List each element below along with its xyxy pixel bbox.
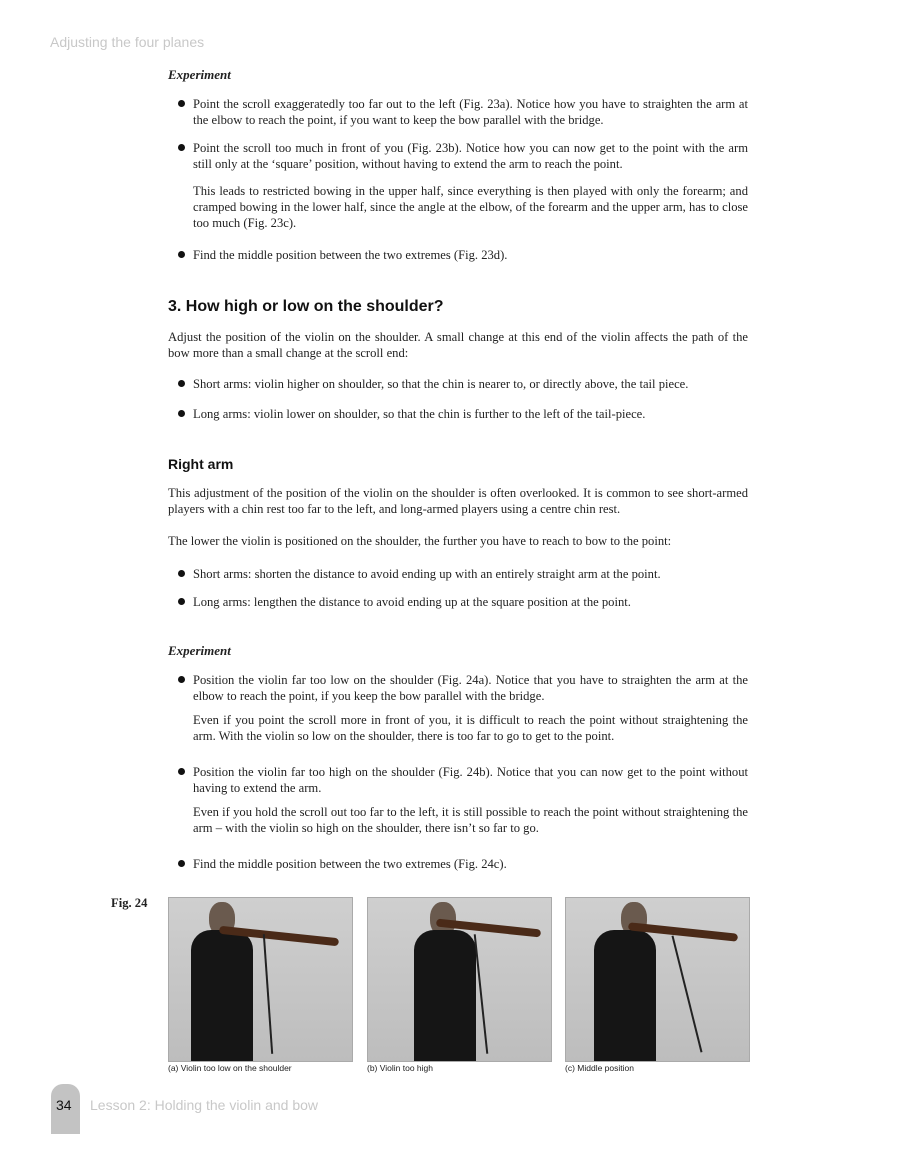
running-footer: Lesson 2: Holding the violin and bow <box>90 1097 319 1113</box>
paragraph: This adjustment of the position of the violin on the shoulder is often overlooked. It is common to see short-armed players with a chin rest too far to the left, and long-armed players using a centre chin rest. <box>168 486 748 516</box>
bullet-item: Find the middle position between the two extremes (Fig. 23d). <box>193 247 748 263</box>
paragraph: Even if you point the scroll more in front of you, it is difficult to reach the point without straightening the arm. With the violin so low on the shoulder, there is too far to go to get to the point. <box>193 713 748 743</box>
figure-caption: (b) Violin too high <box>367 1063 433 1073</box>
photo-violin-too-high <box>367 897 552 1062</box>
figure-caption: (c) Middle position <box>565 1063 634 1073</box>
bullet-item: Long arms: lengthen the distance to avoid ending up at the square position at the point. <box>193 594 748 610</box>
figure-label: Fig. 24 <box>111 896 148 910</box>
paragraph: Adjust the position of the violin on the shoulder. A small change at this end of the violin affects the path of the bow more than a small change at the scroll end: <box>168 330 748 360</box>
bullet-item: Position the violin far too low on the shoulder (Fig. 24a). Notice that you have to straighten the arm at the elbow to reach the point, if you keep the bow parallel with the bridge. <box>193 673 748 703</box>
experiment-label: Experiment <box>168 643 231 658</box>
experiment-label: Experiment <box>168 67 231 82</box>
paragraph: The lower the violin is positioned on the shoulder, the further you have to reach to bow to the point: <box>168 534 672 548</box>
bullet-item: Long arms: violin lower on shoulder, so that the chin is further to the left of the tail-piece. <box>193 406 748 422</box>
figure-caption: (a) Violin too low on the shoulder <box>168 1063 292 1073</box>
bullet-item: Point the scroll too much in front of you (Fig. 23b). Notice how you can now get to the point with the arm still only at the ‘square’ position, without having to extend the arm to reach the point. <box>193 141 748 171</box>
running-header: Adjusting the four planes <box>50 34 205 50</box>
photo-middle-position <box>565 897 750 1062</box>
section-heading: 3. How high or low on the shoulder? <box>168 298 444 315</box>
photo-violin-too-low <box>168 897 353 1062</box>
paragraph: This leads to restricted bowing in the upper half, since everything is then played with only the forearm; and cramped bowing in the lower half, since the angle at the elbow, of the forearm and the upper arm, has to close too much (Fig. 23c). <box>193 184 748 230</box>
bullet-item: Point the scroll exaggeratedly too far out to the left (Fig. 23a). Notice how you have to straighten the arm at the elbow to reach the point, if you want to keep the bow parallel with the bridge. <box>193 97 748 127</box>
bullet-item: Find the middle position between the two extremes (Fig. 24c). <box>193 856 748 872</box>
bullet-item: Position the violin far too high on the shoulder (Fig. 24b). Notice that you can now get to the point without having to extend the arm. <box>193 765 748 795</box>
paragraph: Even if you hold the scroll out too far to the left, it is still possible to reach the point without straightening the arm – with the violin so high on the shoulder, there isn’t so far to go. <box>193 805 748 835</box>
page-number: 34 <box>56 1097 72 1113</box>
bullet-item: Short arms: shorten the distance to avoid ending up with an entirely straight arm at the point. <box>193 566 748 582</box>
subsection-heading: Right arm <box>168 456 234 472</box>
bullet-item: Short arms: violin higher on shoulder, so that the chin is nearer to, or directly above, the tail piece. <box>193 376 748 392</box>
